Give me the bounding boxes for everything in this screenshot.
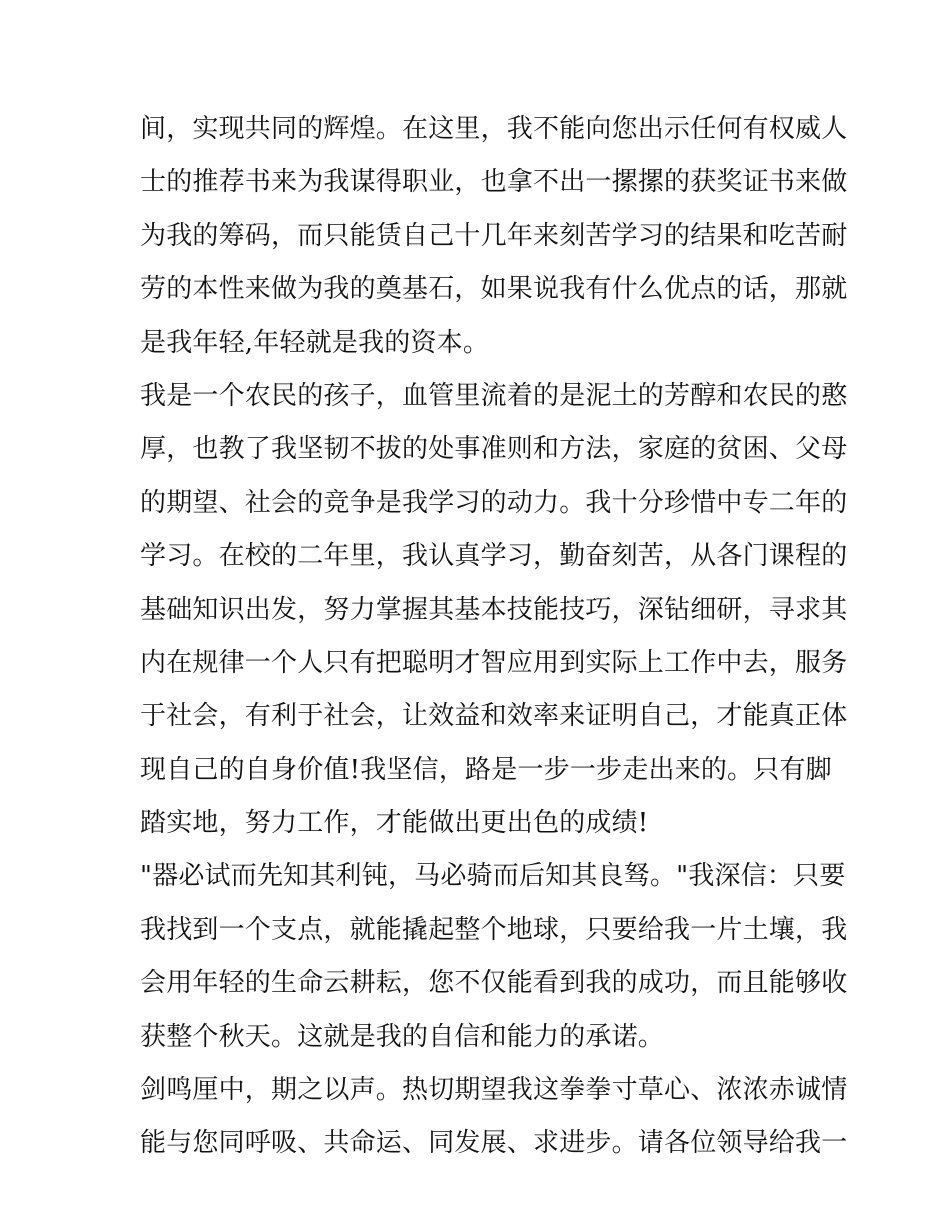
text-line: 内在规律一个人只有把聪明才智应用到实际上工作中去，服务 (140, 647, 848, 678)
text-line: 能与您同呼吸、共命运、同发展、求进步。请各位领导给我一 (140, 1128, 848, 1159)
text-line: 厚，也教了我坚韧不拔的处事准则和方法，家庭的贫困、父母 (140, 434, 848, 465)
text-line: 为我的筹码，而只能赁自己十几年来刻苦学习的结果和吃苦耐 (140, 220, 848, 251)
paragraph-3 (140, 850, 848, 1064)
text-line: 士的推荐书来为我谋得职业，也拿不出一摞摞的获奖证书来做 (140, 167, 848, 198)
text-line: 间，实现共同的辉煌。在这里，我不能向您出示任何有权威人 (140, 114, 848, 144)
paragraph-1 (140, 103, 848, 370)
text-line: 现自己的自身价值!我坚信，路是一步一步走出来的。只有脚 (140, 754, 832, 785)
paragraph-2 (140, 370, 848, 851)
paragraph-4 (140, 1064, 848, 1171)
text-line: 于社会，有利于社会，让效益和效率来证明自己，才能真正体 (140, 701, 848, 732)
text-line: 我找到一个支点，就能撬起整个地球，只要给我一片土壤，我 (140, 914, 848, 945)
text-line: 是我年轻,年轻就是我的资本。 (140, 327, 490, 358)
text-line: 剑鸣厘中，期之以声。热切期望我这拳拳寸草心、浓浓赤诚情 (140, 1075, 848, 1106)
text-line: 踏实地，努力工作，才能做出更出色的成绩! (140, 808, 649, 839)
text-line: 劳的本性来做为我的奠基石，如果说我有什么优点的话，那就 (140, 274, 848, 305)
document-page (140, 103, 848, 1171)
text-line: 会用年轻的生命云耕耘，您不仅能看到我的成功，而且能够收 (140, 968, 848, 999)
text-line: 我是一个农民的孩子，血管里流着的是泥土的芳醇和农民的憨 (140, 380, 848, 411)
text-line: 学习。在校的二年里，我认真学习，勤奋刻苦，从各门课程的 (140, 541, 848, 572)
text-line: 基础知识出发，努力掌握其基本技能技巧，深钻细研，寻求其 (140, 594, 848, 625)
text-line: 的期望、社会的竞争是我学习的动力。我十分珍惜中专二年的 (140, 487, 848, 518)
text-line: "器必试而先知其利钝，马必骑而后知其良驽。"我深信：只要 (140, 861, 846, 892)
text-line: 获整个秋天。这就是我的自信和能力的承诺。 (140, 1021, 665, 1052)
